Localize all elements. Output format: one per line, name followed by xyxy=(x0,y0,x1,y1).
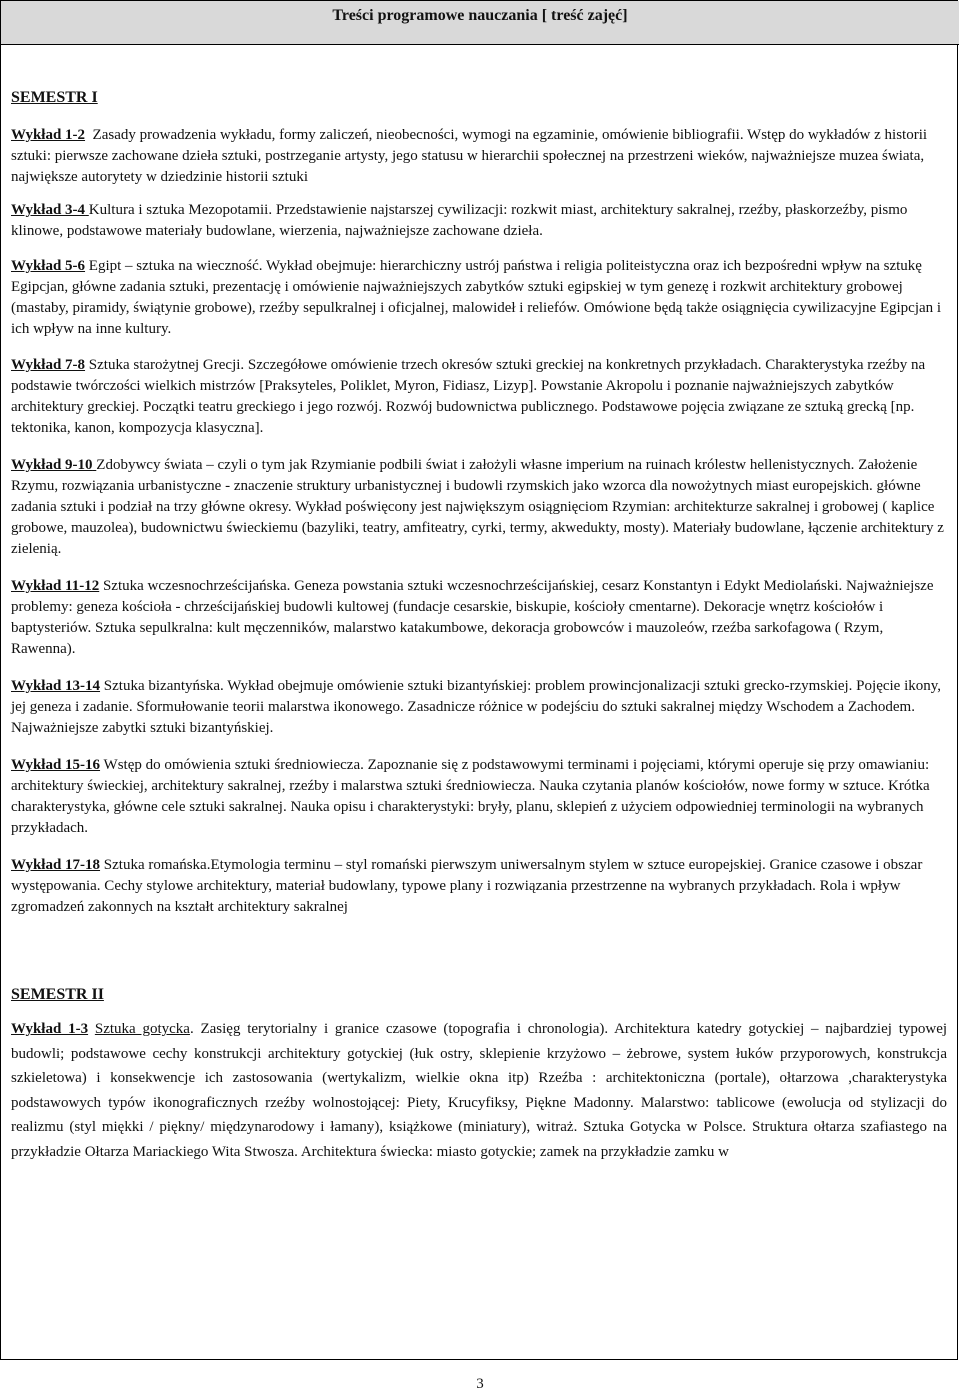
lecture-topic: Egipt – sztuka na wieczność. xyxy=(88,258,263,274)
lecture-7-8 xyxy=(11,355,947,439)
lecture-body: Założenie Rzymu, rozwiązania urbanistyczne - znaczenie struktury urbanistycznej i budowli rzymskich jako wzorca dla nowożytnych miast europejskich. główne zadania sztuki i podział na trzy główne okresy. Wykład poświęcony jest największym osiągnięciom Rzymian: architekturze sakralnej i grobowej ( kaplice grobowe, mauzolea), budownictwu świeckiemu (bazyliki, teatry, amfiteatry, cyrki, termy, akwedukty, mosty). Materiały budowlane, łączenie architektury z zielenią. xyxy=(11,457,944,557)
lecture-topic: Kultura i sztuka Mezopotamii. xyxy=(88,202,273,218)
lecture-label: Wykład 15-16 xyxy=(11,757,101,773)
lecture-3-4 xyxy=(11,200,947,242)
content-area xyxy=(11,44,947,1164)
lecture-body: . Zasięg terytorialny i granice czasowe (topografia i chronologia). Architektura katedry gotyckiej – najbardziej typowej budowli; podstawowe cechy konstrukcji architektury gotyckiej (łuk ostry, sklepienie krzyżowo – żebrowe, system łuków przyporowych, konstrukcja szkieletowa) i konsekwencje ich zastosowania (wertykalizm, wielkie okna itp) Rzeźba : architektoniczna (portale), ołtarzowa ,charakterystyka podstawowych typów ikonograficznych rzeźby wolnostojącej: Piety, Krucyfiksy, Piękne Madonny. Malarstwo: tablicowe (ewolucja od stylizacji do realizmu (styl miękki / piękny/ międzynarodowy i łamany), książkowe (miniatury), witraż. Sztuka Gotycka w Polsce. Struktura ołtarza szafiastego na przykładzie Ołtarza Mariackiego Wita Stwosza. Architektura świecka: miasto gotyckie; zamek na przykładzie zamku w xyxy=(11,1021,948,1160)
lecture-topic: Sztuka gotycka xyxy=(94,1021,190,1037)
lecture-11-12 xyxy=(11,576,947,660)
lecture-topic: Sztuka bizantyńska. xyxy=(103,678,224,694)
lecture-body: Przedstawienie najstarszej cywilizacji: rozkwit miast, architektury sakralnej, rzeźby, płaskorzeźby, pismo klinowe, podstawowe materiały budowlane, wierzenia, najważniejsze zachowane dzieła. xyxy=(11,202,908,239)
lecture-topic: Sztuka wczesnochrześcijańska. xyxy=(102,578,291,594)
lecture-label: Wykład 7-8 xyxy=(11,357,86,373)
lecture-17-18 xyxy=(11,855,947,918)
lecture-body: Zapoznanie się z podstawowymi terminami i pojęciami, którymi operuje się przy omawianiu: architektury świeckiej, architektury sakralnej, rzeźby i malarstwa sztuki średniowiecza. Nauka czytania planów kościołów, nowe formy w sztuce. Krótka charakterystyka, główne cele sztuki sakralnej. Nauka opisu i charakterystyki: bryły, planu, sklepień z użyciem odpowiedniej terminologii na wybranych przykładach. xyxy=(11,757,930,836)
lecture-label: Wykład 9-10 xyxy=(11,457,93,473)
lecture-body: Wykład obejmuje omówienie sztuki bizantyńskiej: problem prowincjonalizacji sztuki grecko-rzymskiej. Pojęcie ikony, jej geneza i zadanie. Sformułowanie teorii malarstwa ikonowego. Zasadnicze różnice w podejściu do sztuki sakralnej między Wschodem a Zachodem. Najważniejsze zabytki sztuki bizantyńskiej. xyxy=(11,678,942,736)
lecture-topic: Wstęp do omówienia sztuki średniowiecza. xyxy=(103,757,364,773)
lecture-label: Wykład 11-12 xyxy=(11,578,100,594)
semester-1-title: SEMESTR I xyxy=(11,89,98,106)
semester-2-title: SEMESTR II xyxy=(11,986,104,1003)
lecture-s2-1-3 xyxy=(11,1017,947,1164)
lecture-body: Geneza powstania sztuki wczesnochrześcijańskiej, cesarz Konstantyn i Edykt Mediolański. Najważniejsze problemy: geneza kościoła - chrześcijańskiej budowli kultowej (fundacje cesarskie, biskupie, kościoły cmentarne). Dekoracje wnętrz kościołów i baptysteriów. Sztuka sepulkralna: kult męczenników, malarstwo katakumbowe, dekoracja grobowców i mauzoleów, rzeźba sarkofagowa ( Rzym, Rawenna). xyxy=(11,578,934,657)
header-title: Treści programowe nauczania [ treść zajęć] xyxy=(332,7,628,24)
lecture-body: Szczegółowe omówienie trzech okresów sztuki greckiej na konkretnych przykładach. Charakterystyka rzeźby na podstawie twórczości wielkich mistrzów [Praksyteles, Poliklet, Myron, Fidiasz, Lizyp]. Powstanie Akropolu i poznanie najważniejszych zabytków architektury greckiej. Początki teatru greckiego i jego rozwój. Rozwój budownictwa publicznego. Podstawowe pojęcia związane ze sztuką grecką [np. tektonika, kanon, kompozycja klasyczna]. xyxy=(11,357,926,436)
lecture-label: Wykład 17-18 xyxy=(11,857,101,873)
table-header xyxy=(1,1,959,45)
lecture-topic: Sztuka starożytnej Grecji. xyxy=(88,357,245,373)
lecture-9-10 xyxy=(11,455,947,560)
lecture-5-6 xyxy=(11,256,947,340)
lecture-label: Wykład 3-4 xyxy=(11,202,86,218)
page-number: 3 xyxy=(476,1376,484,1392)
lecture-1-2 xyxy=(11,125,947,188)
lecture-label: Wykład 1-3 xyxy=(11,1021,89,1037)
lecture-topic: Sztuka romańska. xyxy=(103,857,211,873)
lecture-13-14 xyxy=(11,676,947,739)
lecture-label: Wykład 1-2 xyxy=(11,127,86,143)
lecture-body: Etymologia terminu – styl romański pierwszym uniwersalnym stylem w sztuce europejskiej. Granice czasowe i obszar występowania. Cechy stylowe architektury, materiał budowlany, typowe plany i rozwiązania przestrzenne na wybranych przykładach. Rola i wpływ zgromadzeń zakonnych na kształt architektury sakralnej xyxy=(11,857,923,915)
lecture-topic: Zdobywcy świata – czyli o tym jak Rzymianie podbili świat i założyli własne imperium na ruinach królestw hellenistycznych. xyxy=(96,457,855,473)
lecture-label: Wykład 13-14 xyxy=(11,678,101,694)
lecture-label: Wykład 5-6 xyxy=(11,258,86,274)
lecture-15-16 xyxy=(11,755,947,839)
lecture-body: Wykład obejmuje: hierarchiczny ustrój państwa i religia politeistyczna oraz ich bezpośredni wpływ na sztukę Egipcjan, główne zadania sztuki, prezentację i omówienie najważniejszych zabytków sztuki egipskiej w tym genezę i rozkwit architektury grobowej (mastaby, piramidy, świątynie grobowe), rzeźby sepulkralnej i oficjalnej, malowideł i reliefów. Omówione będą także osiągnięcia cywilizacyjne Egipcjan i ich wpływ na inne kultury. xyxy=(11,258,942,337)
lecture-body: Zasady prowadzenia wykładu, formy zaliczeń, nieobecności, wymogi na egzaminie, omówienie bibliografii. Wstęp do wykładów z historii sztuki: pierwsze zachowane dzieła sztuki, postrzeganie artysty, jego statusu w hierarchii społecznej na przestrzeni wieków, najważniejsze muzea świata, największe autorytety w dziedzinie historii sztuki xyxy=(11,127,928,185)
